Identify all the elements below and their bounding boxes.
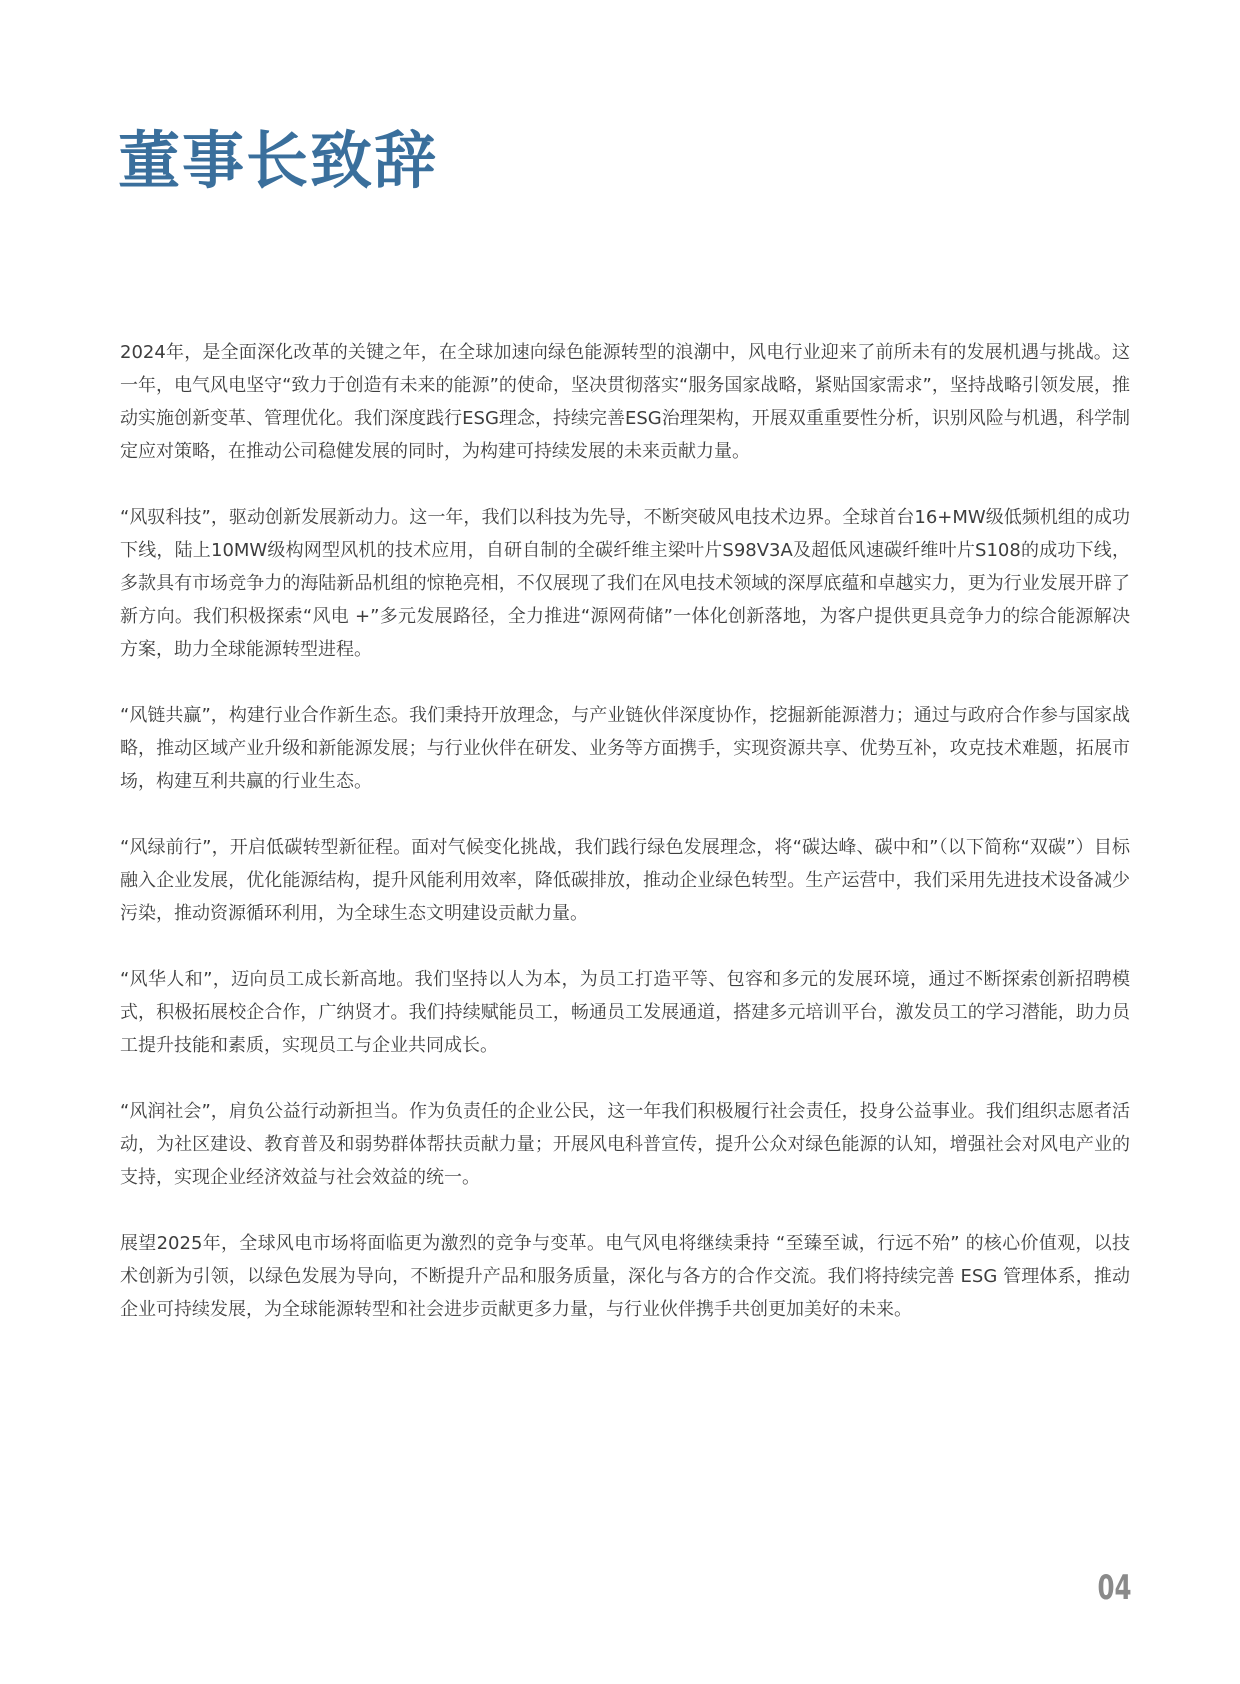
letter-body [120,336,1130,1359]
paragraph-society: “风润社会”，肩负公益行动新担当。作为负责任的企业公民，这一年我们积极履行社会责任，投身公益事业。我们组织志愿者活动，为社区建设、教育普及和弱势群体帮扶贡献力量；开展风电科普宣传，提升公众对绿色能源的认知，增强社会对风电产业的支持，实现企业经济效益与社会效益的统一。 [120,1101,1130,1188]
page-number: 04 [1097,1568,1132,1608]
paragraph-intro: 2024年，是全面深化改革的关键之年，在全球加速向绿色能源转型的浪潮中，风电行业迎来了前所未有的发展机遇与挑战。这一年，电气风电坚守“致力于创造有未来的能源”的使命，坚决贯彻落实“服务国家战略，紧贴国家需求”，坚持战略引领发展，推动实施创新变革、管理优化。我们深度践行ESG理念，持续完善ESG治理架构，开展双重重要性分析，识别风险与机遇，科学制定应对策略，在推动公司稳健发展的同时，为构建可持续发展的未来贡献力量。 [120,342,1130,462]
paragraph-employees: “风华人和”，迈向员工成长新高地。我们坚持以人为本，为员工打造平等、包容和多元的发展环境，通过不断探索创新招聘模式，积极拓展校企合作，广纳贤才。我们持续赋能员工，畅通员工发展通道，搭建多元培训平台，激发员工的学习潜能，助力员工提升技能和素质，实现员工与企业共同成长。 [120,969,1130,1056]
page-title: 董事长致辞 [118,124,439,197]
paragraph-low-carbon: “风绿前行”，开启低碳转型新征程。面对气候变化挑战，我们践行绿色发展理念，将“碳达峰、碳中和”（以下简称“双碳”）目标融入企业发展，优化能源结构，提升风能利用效率，降低碳排放，推动企业绿色转型。生产运营中，我们采用先进技术设备减少污染，推动资源循环利用，为全球生态文明建设贡献力量。 [120,837,1130,924]
paragraph-technology: “风驭科技”，驱动创新发展新动力。这一年，我们以科技为先导，不断突破风电技术边界。全球首台16+MW级低频机组的成功下线，陆上10MW级构网型风机的技术应用，自研自制的全碳纤维主梁叶片S98V3A及超低风速碳纤维叶片S108的成功下线，多款具有市场竞争力的海陆新品机组的惊艳亮相，不仅展现了我们在风电技术领域的深厚底蕴和卓越实力，更为行业发展开辟了新方向。我们积极探索“风电 +”多元发展路径，全力推进“源网荷储”一体化创新落地，为客户提供更具竞争力的综合能源解决方案，助力全球能源转型进程。 [120,507,1130,660]
paragraph-cooperation: “风链共赢”，构建行业合作新生态。我们秉持开放理念，与产业链伙伴深度协作，挖掘新能源潜力；通过与政府合作参与国家战略，推动区域产业升级和新能源发展；与行业伙伴在研发、业务等方面携手，实现资源共享、优势互补，攻克技术难题，拓展市场，构建互利共赢的行业生态。 [120,705,1130,792]
paragraph-outlook: 展望2025年，全球风电市场将面临更为激烈的竞争与变革。电气风电将继续秉持 “至臻至诚，行远不殆” 的核心价值观，以技术创新为引领，以绿色发展为导向，不断提升产品和服务质量，深化与各方的合作交流。我们将持续完善 ESG 管理体系，推动企业可持续发展，为全球能源转型和社会进步贡献更多力量，与行业伙伴携手共创更加美好的未来。 [120,1233,1130,1320]
